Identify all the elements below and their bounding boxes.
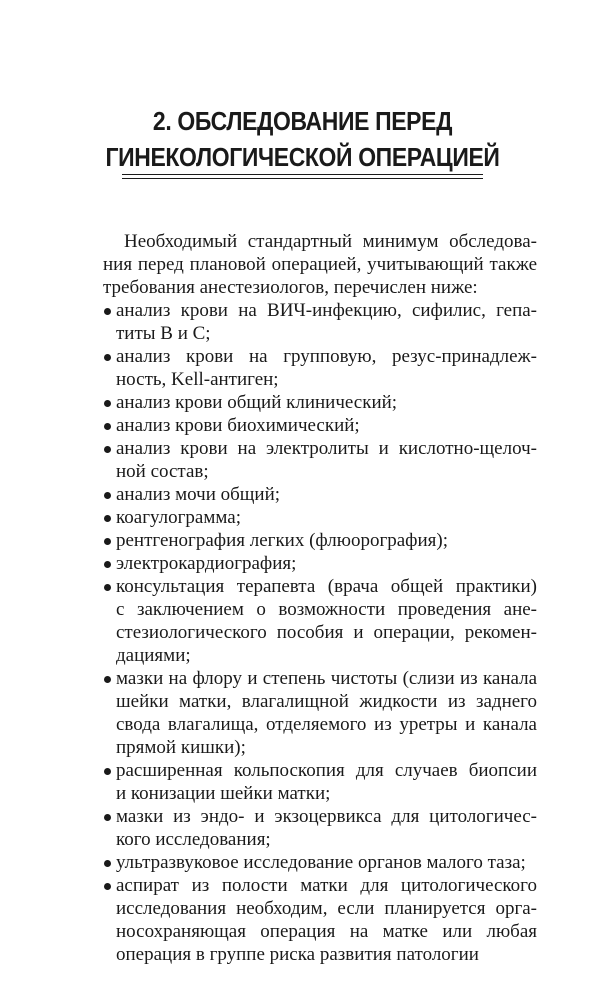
intro-line: Необходимый стандартный минимум обследова- (124, 231, 537, 252)
list-item-line: операция в группе риска развития патологии (116, 944, 479, 965)
list-item-line: исследования необходим, если планируется орга- (116, 898, 537, 919)
bullet-icon (103, 414, 116, 437)
chapter-heading-line-2: ГИНЕКОЛОГИЧЕСКОЙ ОПЕРАЦИЕЙ (105, 144, 500, 172)
list-item-line: мазки из эндо- и экзоцервикса для цитологичес- (116, 806, 537, 827)
list-item-line: анализ крови на электролиты и кислотно-щелоч- (116, 438, 537, 459)
list-item-line: консультация терапевта (врача общей практики) (116, 576, 537, 597)
list-item (103, 552, 537, 575)
list-item (103, 345, 537, 391)
bullet-icon (103, 529, 116, 552)
list-item (103, 759, 537, 805)
list-item-line: расширенная кольпоскопия для случаев биопсии (116, 760, 537, 781)
bullet-icon (103, 506, 116, 529)
list-item-line: прямой кишки); (116, 737, 246, 758)
list-item-line: шейки матки, влагалищной жидкости из заднего (116, 691, 537, 712)
list-item (103, 874, 537, 966)
intro-paragraph (103, 230, 537, 299)
list-item-line: анализ мочи общий; (116, 484, 281, 505)
list-item (103, 414, 537, 437)
bullet-icon (103, 851, 116, 874)
list-item-line: титы В и С; (116, 323, 211, 344)
list-item (103, 299, 537, 345)
list-item-line: аспират из полости матки для цитологического (116, 875, 537, 896)
list-item-line: ультразвуковое исследование органов малого таза; (116, 852, 526, 873)
bullet-icon (103, 805, 116, 828)
list-item-line: ность, Kell-антиген; (116, 369, 279, 390)
list-item-line: электрокардиография; (116, 553, 297, 574)
bullet-icon (103, 345, 116, 368)
bullet-icon (103, 874, 116, 897)
list-item (103, 483, 537, 506)
bullet-icon (103, 483, 116, 506)
bullet-icon (103, 437, 116, 460)
list-item-line: кого исследования; (116, 829, 271, 850)
list-item-line: свода влагалища, отделяемого из уретры и канала (116, 714, 537, 735)
bullet-icon (103, 575, 116, 598)
bullet-icon (103, 759, 116, 782)
chapter-heading (30, 104, 575, 176)
list-item (103, 529, 537, 552)
list-item-line: стезиологического пособия и операции, рекомен- (116, 622, 537, 643)
list-item (103, 851, 537, 874)
list-item-line: анализ крови биохимический; (116, 415, 360, 436)
list-item-line: мазки на флору и степень чистоты (слизи из канала (116, 668, 537, 689)
list-item-line: дациями; (116, 645, 191, 666)
body-text (103, 230, 537, 966)
list-item (103, 437, 537, 483)
list-item (103, 667, 537, 759)
list-item (103, 805, 537, 851)
bullet-icon (103, 299, 116, 322)
bullet-icon (103, 391, 116, 414)
intro-line: требования анестезиологов, перечислен ниже: (103, 277, 478, 298)
list-item-line: ной состав; (116, 461, 209, 482)
list-item-line: анализ крови общий клинический; (116, 392, 398, 413)
intro-line: ния перед плановой операцией, учитывающий также (103, 254, 537, 275)
bullet-icon (103, 552, 116, 575)
list-item-line: рентгенография легких (флюорография); (116, 530, 448, 551)
list-item-line: и конизации шейки матки; (116, 783, 331, 804)
heading-underline-top (122, 174, 483, 175)
list-item (103, 391, 537, 414)
chapter-heading-line-1: 2. ОБСЛЕДОВАНИЕ ПЕРЕД (152, 108, 453, 136)
heading-underline-bottom (122, 178, 483, 179)
list-item-line: носохраняющая операция на матке или любая (116, 921, 537, 942)
list-item (103, 506, 537, 529)
exam-list (103, 299, 537, 966)
list-item-line: коагулограмма; (116, 507, 241, 528)
list-item (103, 575, 537, 667)
list-item-line: анализ крови на групповую, резус-принадлеж- (116, 346, 537, 367)
bullet-icon (103, 667, 116, 690)
list-item-line: анализ крови на ВИЧ-инфекцию, сифилис, гепа- (116, 300, 537, 321)
list-item-line: с заключением о возможности проведения ане- (116, 599, 537, 620)
